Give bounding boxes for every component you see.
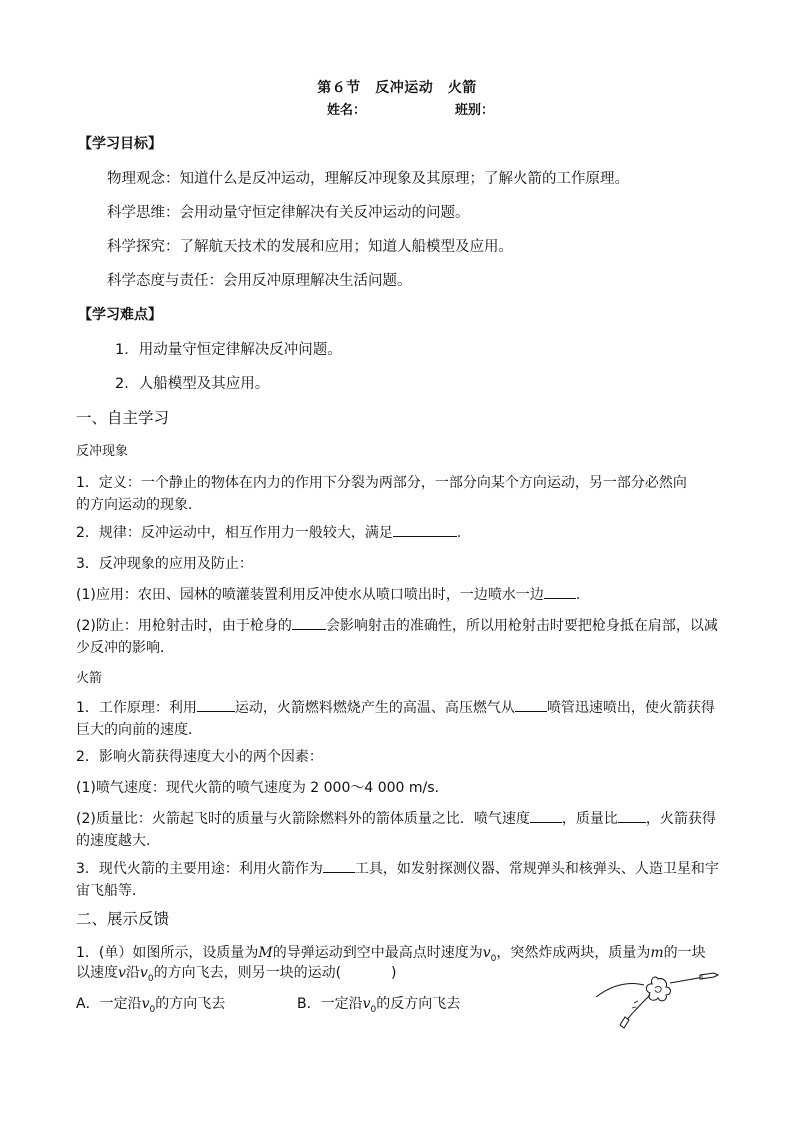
explosion-burst-icon [646,977,670,1001]
fill-blank[interactable] [544,584,576,599]
fill-blank[interactable] [393,522,457,537]
rocket-use-line: 宙飞船等． [76,883,146,899]
goal-item: 物理观念：知道什么是反冲运动，理解反冲现象及其原理；了解火箭的工作原理。 [107,171,629,187]
option-b[interactable]: B．一定沿$v_0$的反方向飞去 [297,996,461,1015]
applications-heading: 3．反冲现象的应用及防止： [76,556,253,572]
fragment-path-down [626,995,650,1021]
difficulties-heading: 【学习难点】 [78,307,162,323]
question-line: 1．(单）如图所示，设质量为M的导弹运动到空中最高点时速度为$v_0$，突然炸成两块，质量为m的一块 [76,945,706,964]
difficulty-item: 2．人船模型及其应用。 [115,376,270,392]
prevention-line: (2)防止：用枪射击时，由于枪身的 会影响射击的准确性，所以用枪射击时要把枪身抵在肩部，以减 [76,615,718,635]
fill-blank[interactable] [292,615,326,630]
class-label: 班别： [455,103,495,118]
subheading-rocket: 火箭 [76,671,103,686]
missile-explosion-figure [592,965,722,1031]
section-heading: 二、展示反馈 [76,910,170,928]
goal-item: 科学探究：了解航天技术的发展和应用；知道人船模型及应用。 [107,239,513,255]
rocket-factor-line: 的速度越大． [76,833,160,849]
fill-blank[interactable] [515,697,547,712]
rocket-factor-line: (1)喷气速度：现代火箭的喷气速度为 2 000～4 000 m/s. [76,780,439,796]
fragment-missile-icon [700,973,718,980]
fill-blank[interactable] [197,697,235,712]
application-line: (1)应用：农田、园林的喷灌装置利用反冲使水从喷口喷出时，一边喷水一边 . [76,584,580,604]
page-title: 第６节 反冲运动 火箭 [317,80,477,96]
definition-line: 1．定义：一个静止的物体在内力的作用下分裂为两部分，一部分向某个方向运动，另一部分必然向 [76,475,687,491]
goals-heading: 【学习目标】 [78,136,162,152]
goal-item: 科学思维：会用动量守恒定律解决有关反冲运动的问题。 [107,205,470,221]
rocket-use-line: 3．现代火箭的主要用途：利用火箭作为 工具，如发射探测仪器、常规弹头和核弹头、人造卫星和宇 [76,858,719,878]
rocket-factors-heading: 2．影响火箭获得速度大小的两个因素： [76,749,323,765]
difficulty-item: 1．用动量守恒定律解决反冲问题。 [115,342,342,358]
fill-blank[interactable] [618,808,646,823]
name-label: 姓名： [327,103,367,118]
fill-blank[interactable] [323,858,355,873]
rocket-principle-line: 巨大的向前的速度． [76,722,202,738]
rocket-factor-line: (2)质量比：火箭起飞时的质量与火箭除燃料外的箭体质量之比．喷气速度 ，质量比 ，火箭获得 [76,808,716,828]
prevention-line: 少反冲的影响． [76,640,174,656]
rule-line: 2．规律：反冲运动中，相互作用力一般较大，满足 . [76,522,461,542]
subheading-recoil: 反冲现象 [76,444,129,459]
definition-line: 的方向运动的现象． [76,497,202,513]
trajectory-arc [596,984,644,998]
rocket-principle-line: 1．工作原理：利用 运动，火箭燃料燃烧产生的高温、高压燃气从 喷管迅速喷出，使火箭获得 [76,697,715,717]
goal-item: 科学态度与责任：会用反冲原理解决生活问题。 [107,273,412,289]
fill-blank[interactable] [530,808,562,823]
question-line: 以速度v沿$v_0$的方向飞去，则另一块的运动( ) [76,965,397,984]
falling-fragment-icon [620,1017,629,1028]
option-a[interactable]: A．一定沿$v_0$的方向飞去 [76,996,226,1015]
section-heading: 一、自主学习 [76,409,170,427]
fragment-path-right [670,977,704,983]
